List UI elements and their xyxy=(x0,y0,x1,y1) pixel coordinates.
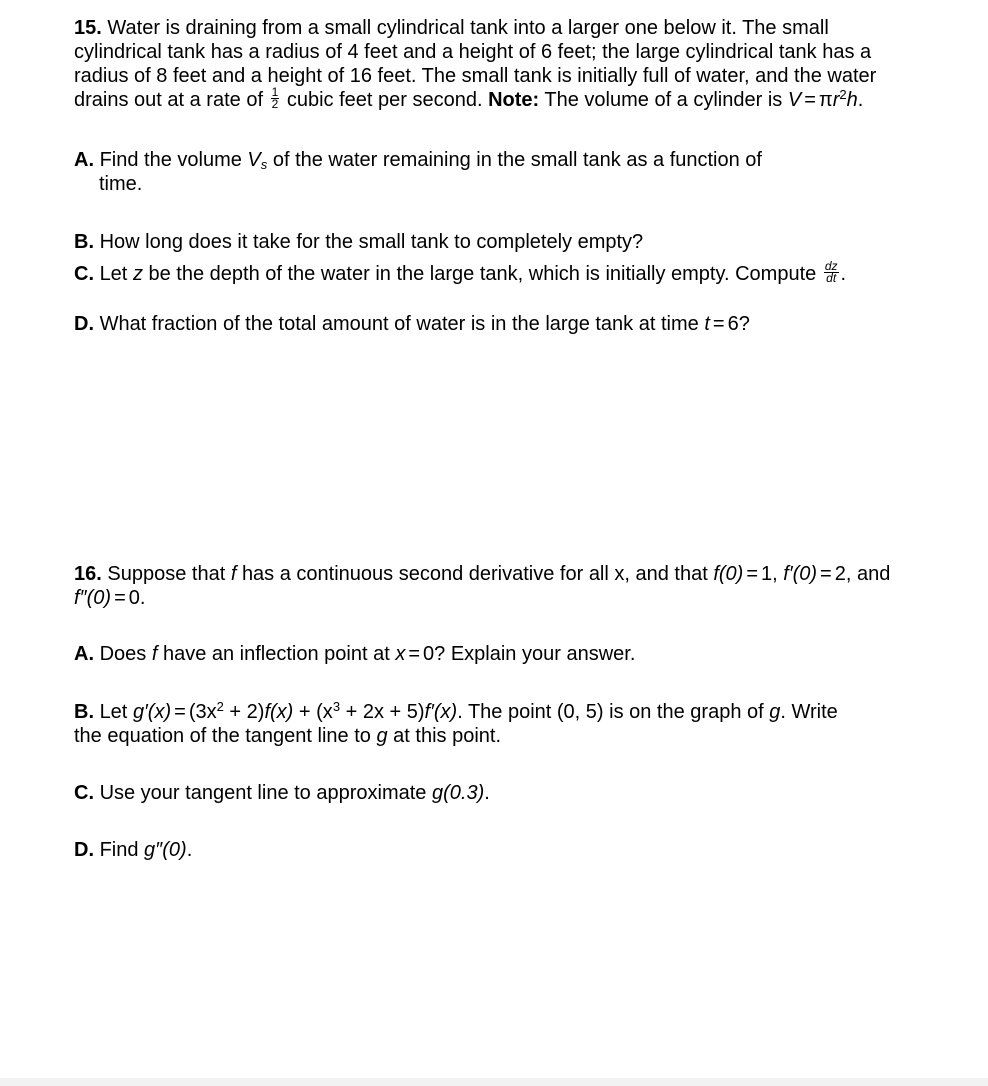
volume-formula: $V = \pi r^2h$. xyxy=(787,87,864,111)
question-16-stem xyxy=(74,562,890,610)
q15-part-a: A. Find the volume $V_s$ of the water remaining in the small tank as a function of time. xyxy=(74,149,762,195)
part-label: A. xyxy=(74,643,94,665)
q15-part-d: D. What fraction of the total amount of water is in the large tank at time t = 6? xyxy=(74,313,750,335)
part-label: C. xyxy=(74,263,94,285)
question-15-stem xyxy=(74,16,876,112)
q16-number: 16. xyxy=(74,563,102,585)
q16-part-c: C. Use your tangent line to approximate g(0.3). xyxy=(74,782,490,804)
part-label: B. xyxy=(74,701,94,723)
q15-part-b: B. How long does it take for the small tank to completely empty? xyxy=(74,231,644,253)
rate-fraction: $\frac{1}{2}$ xyxy=(271,85,279,112)
q15-line-3: radius of 8 feet and a height of 16 feet. The small tank is initially full of water, and the water xyxy=(74,65,877,87)
page-bottom-edge xyxy=(0,1078,988,1086)
q15-line-2: cylindrical tank has a radius of 4 feet and a height of 6 feet; the large cylindrical tank has a xyxy=(74,41,872,63)
part-label: D. xyxy=(74,313,94,335)
note-label: Note: xyxy=(488,89,540,111)
q15-part-c: C. Let z be the depth of the water in the large tank, which is initially empty. Compute $\frac{dz}{dt}$ . xyxy=(74,259,847,286)
q16-line-2: f″(0) = 0. xyxy=(74,587,146,609)
q15-line-4: drains out at a rate of $\frac{1}{2}$ cubic feet per second. Note: The volume of a cylinder is $V = \pi r^2h$. xyxy=(74,85,864,112)
q16-part-b: B. Let $g'(x) = (3x^2 + 2)f(x) + (x^3 + 2x + 5)f'(x)$. The point (0, 5) is on the graph of g. Write the equation of the tangent line to g at this point. xyxy=(74,699,838,747)
q16-part-d: D. Find g″(0). xyxy=(74,839,193,861)
part-label: B. xyxy=(74,231,94,253)
q15-number: 15. xyxy=(74,17,102,39)
dz-dt-fraction: $\frac{dz}{dt}$ xyxy=(824,259,838,286)
q16-line-1: 16. Suppose that f has a continuous second derivative for all x, and that f(0) = 1, f′(0) = 2, and xyxy=(74,563,891,585)
part-label: D. xyxy=(74,839,94,861)
part-label: A. xyxy=(74,149,94,171)
q15-line-1: 15. Water is draining from a small cylindrical tank into a larger one below it. The small xyxy=(74,17,829,39)
q16-part-a: A. Does f have an inflection point at x = 0? Explain your answer. xyxy=(74,643,636,665)
part-label: C. xyxy=(74,782,94,804)
